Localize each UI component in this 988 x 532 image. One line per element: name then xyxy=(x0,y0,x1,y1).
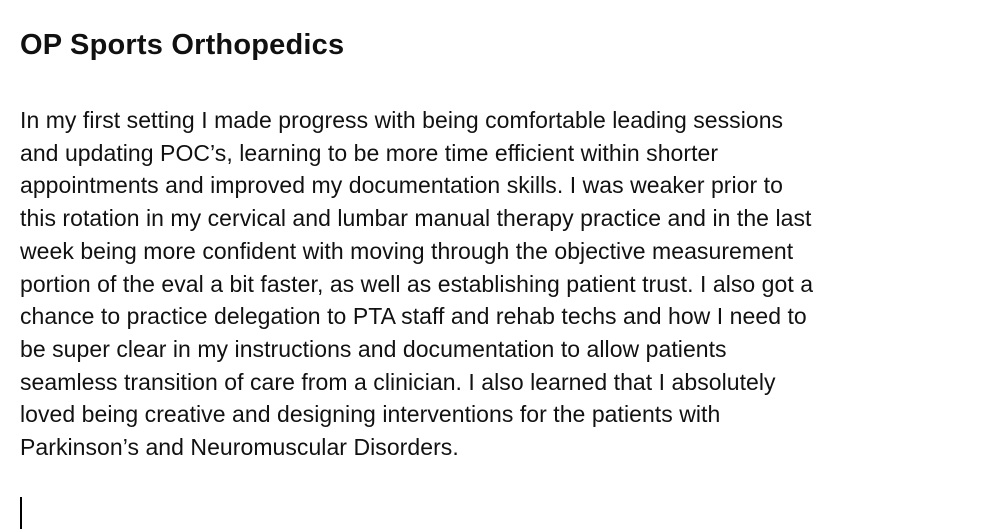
document-heading: OP Sports Orthopedics xyxy=(20,29,345,61)
paragraph-line: seamless transition of care from a clinician. I also learned that I absolutely xyxy=(20,368,776,395)
paragraph-line: week being more confident with moving through the objective measurement xyxy=(20,237,794,264)
text-cursor xyxy=(20,497,22,529)
paragraph-line: chance to practice delegation to PTA staff and rehab techs and how I need to xyxy=(20,303,807,330)
paragraph-line: this rotation in my cervical and lumbar manual therapy practice and in the last xyxy=(20,205,812,232)
paragraph-line: loved being creative and designing interventions for the patients with xyxy=(20,401,721,428)
document-paragraph xyxy=(20,104,980,464)
paragraph-line: be super clear in my instructions and documentation to allow patients xyxy=(20,335,727,362)
paragraph-line: Parkinson’s and Neuromuscular Disorders. xyxy=(20,434,459,461)
paragraph-line: portion of the eval a bit faster, as well as establishing patient trust. I also got a xyxy=(20,270,814,297)
paragraph-line: In my first setting I made progress with being comfortable leading sessions xyxy=(20,107,784,133)
paragraph-line: and updating POC’s, learning to be more time efficient within shorter xyxy=(20,139,719,166)
paragraph-line: appointments and improved my documentation skills. I was weaker prior to xyxy=(20,172,783,199)
